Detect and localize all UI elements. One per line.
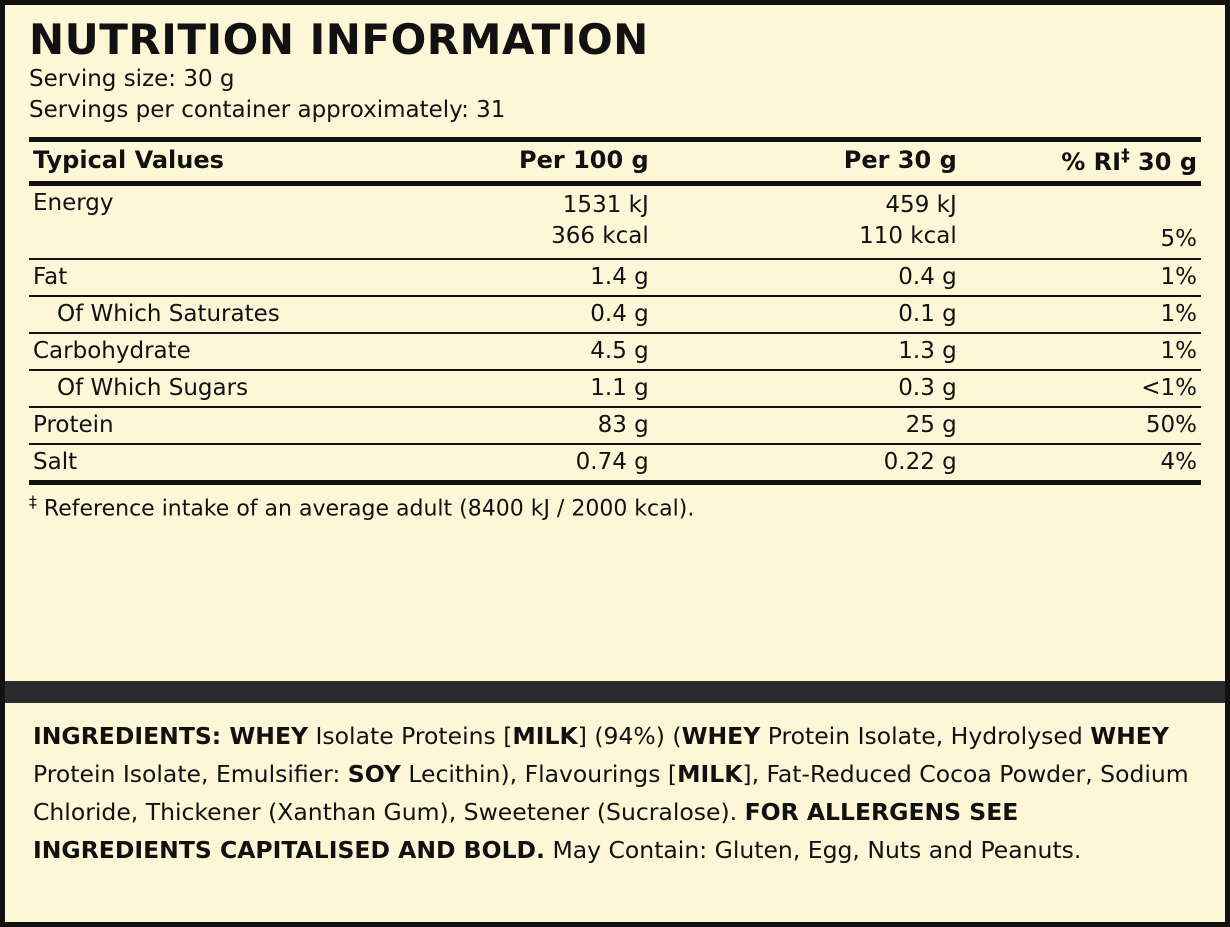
sugars-per-100g: 1.1 g [416, 370, 709, 407]
energy-per-100g-kj: 1531 kJ [562, 192, 649, 219]
nutrition-section [5, 5, 1225, 485]
header-ri-30g: % RI‡ 30 g [1002, 140, 1201, 184]
energy-per-30g-kcal: 110 kcal [859, 223, 957, 250]
nutrition-table-head [29, 140, 1201, 184]
table-row [29, 333, 1201, 370]
protein-per-100g: 83 g [416, 407, 709, 444]
table-header-row [29, 140, 1201, 184]
energy-per-30g [709, 184, 1002, 260]
serving-size-text: Serving size: 30 g [29, 66, 235, 93]
energy-per-30g-kj: 459 kJ [885, 192, 957, 219]
energy-ri-30g: 5% [1002, 184, 1201, 260]
table-row [29, 259, 1201, 296]
nutrition-table [29, 137, 1201, 485]
sugars-ri-30g: <1% [1002, 370, 1201, 407]
servings-per-container-text: Servings per container approximately: 31 [29, 96, 506, 123]
page-title: NUTRITION INFORMATION [29, 15, 649, 64]
sugars-per-30g: 0.3 g [709, 370, 1002, 407]
carbohydrate-per-30g: 1.3 g [709, 333, 1002, 370]
saturates-per-30g: 0.1 g [709, 296, 1002, 333]
protein-ri-30g: 50% [1002, 407, 1201, 444]
saturates-per-100g: 0.4 g [416, 296, 709, 333]
carbohydrate-per-100g: 4.5 g [416, 333, 709, 370]
fat-per-100g: 1.4 g [416, 259, 709, 296]
table-row [29, 184, 1201, 260]
row-label-fat: Fat [29, 259, 416, 296]
protein-per-30g: 25 g [709, 407, 1002, 444]
ingredients-section [5, 703, 1225, 922]
row-label-carbohydrate: Carbohydrate [29, 333, 416, 370]
table-row [29, 444, 1201, 483]
salt-per-30g: 0.22 g [709, 444, 1002, 483]
header-typical-values: Typical Values [29, 140, 416, 184]
fat-ri-30g: 1% [1002, 259, 1201, 296]
nutrition-table-body [29, 184, 1201, 483]
saturates-ri-30g: 1% [1002, 296, 1201, 333]
salt-per-100g: 0.74 g [416, 444, 709, 483]
carbohydrate-ri-30g: 1% [1002, 333, 1201, 370]
salt-ri-30g: 4% [1002, 444, 1201, 483]
ingredients-text: INGREDIENTS: WHEY Isolate Proteins [MILK] (94%) (WHEY Protein Isolate, Hydrolysed WHEY Protein Isolate, Emulsifier: SOY Lecithin), Flavourings [MILK], Fat-Reduced Cocoa Powder, Sodium Chloride, Thickener (Xanthan Gum), Sweetener (Sucralose). FOR ALLERGENS SEE INGREDIENTS CAPITALISED AND BOLD. May Contain: Gluten, Egg, Nuts and Peanuts. [33, 722, 1189, 865]
row-label-salt: Salt [29, 444, 416, 483]
table-row [29, 296, 1201, 333]
header-per-30g: Per 30 g [709, 140, 1002, 184]
row-label-sugars: Of Which Sugars [29, 370, 416, 407]
fat-per-30g: 0.4 g [709, 259, 1002, 296]
row-label-energy: Energy [29, 184, 416, 260]
table-row [29, 370, 1201, 407]
reference-intake-footnote: ‡ Reference intake of an average adult (8400 kJ / 2000 kcal). [29, 492, 695, 522]
row-label-saturates: Of Which Saturates [29, 296, 416, 333]
energy-per-100g [416, 184, 709, 260]
table-row [29, 407, 1201, 444]
row-label-protein: Protein [29, 407, 416, 444]
section-divider [5, 681, 1225, 703]
header-per-100g: Per 100 g [416, 140, 709, 184]
energy-per-100g-kcal: 366 kcal [551, 223, 649, 250]
